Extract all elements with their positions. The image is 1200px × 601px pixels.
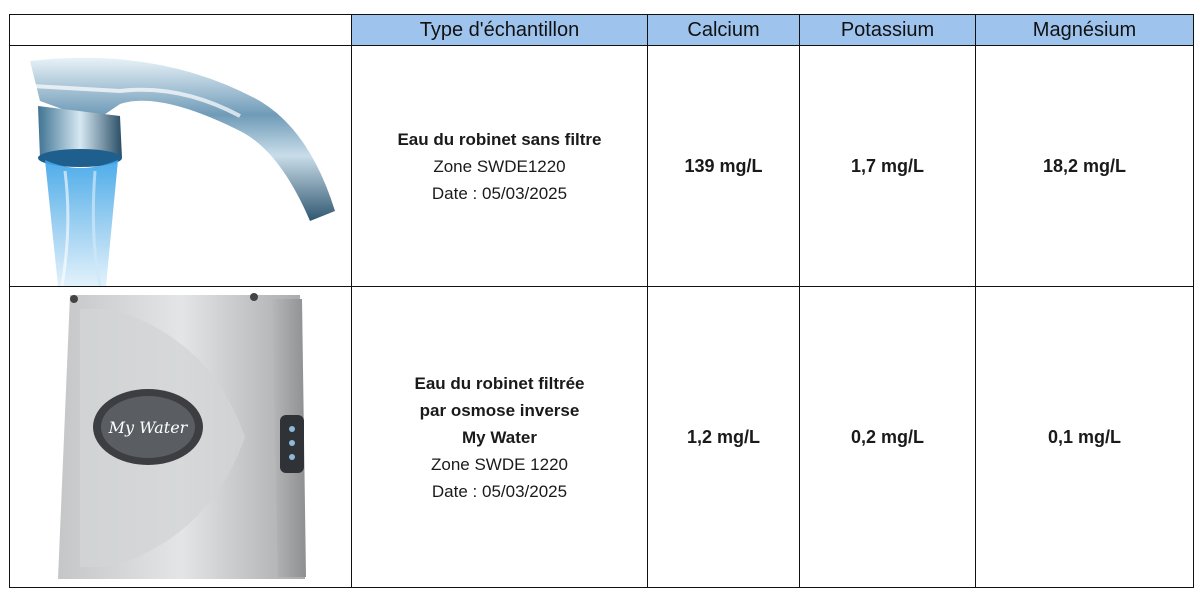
header-empty	[10, 15, 352, 46]
sample-name-line-1: Eau du robinet filtrée	[414, 373, 585, 393]
comparison-table-wrapper	[9, 14, 1193, 594]
reverse-osmosis-filter-photo	[10, 287, 350, 587]
table-header-row	[10, 15, 1194, 46]
header-calcium: Calcium	[648, 15, 800, 46]
faucet-image-cell	[10, 46, 352, 287]
calcium-value: 139 mg/L	[648, 46, 800, 287]
sample-type-cell	[352, 46, 648, 287]
faucet-water-photo	[10, 46, 350, 286]
potassium-value: 0,2 mg/L	[800, 287, 976, 588]
sample-zone: Zone SWDE1220	[433, 156, 566, 176]
magnesium-value: 0,1 mg/L	[976, 287, 1194, 588]
calcium-value: 1,2 mg/L	[648, 287, 800, 588]
sample-name: Eau du robinet sans filtre	[397, 129, 602, 149]
sample-zone: Zone SWDE 1220	[430, 454, 568, 474]
sample-date: Date : 05/03/2025	[431, 481, 568, 501]
water-analysis-table	[9, 14, 1194, 588]
header-magnesium: Magnésium	[976, 15, 1194, 46]
table-row	[10, 46, 1194, 287]
header-sample-type: Type d'échantillon	[352, 15, 648, 46]
sample-date: Date : 05/03/2025	[431, 183, 568, 203]
sample-name-line-3: My Water	[462, 427, 537, 447]
sample-type-cell	[352, 287, 648, 588]
device-logo: My Water	[108, 418, 188, 437]
header-potassium: Potassium	[800, 15, 976, 46]
table-row	[10, 287, 1194, 588]
sample-name-line-2: par osmose inverse	[419, 400, 580, 420]
filter-image-cell	[10, 287, 352, 588]
potassium-value: 1,7 mg/L	[800, 46, 976, 287]
magnesium-value: 18,2 mg/L	[976, 46, 1194, 287]
